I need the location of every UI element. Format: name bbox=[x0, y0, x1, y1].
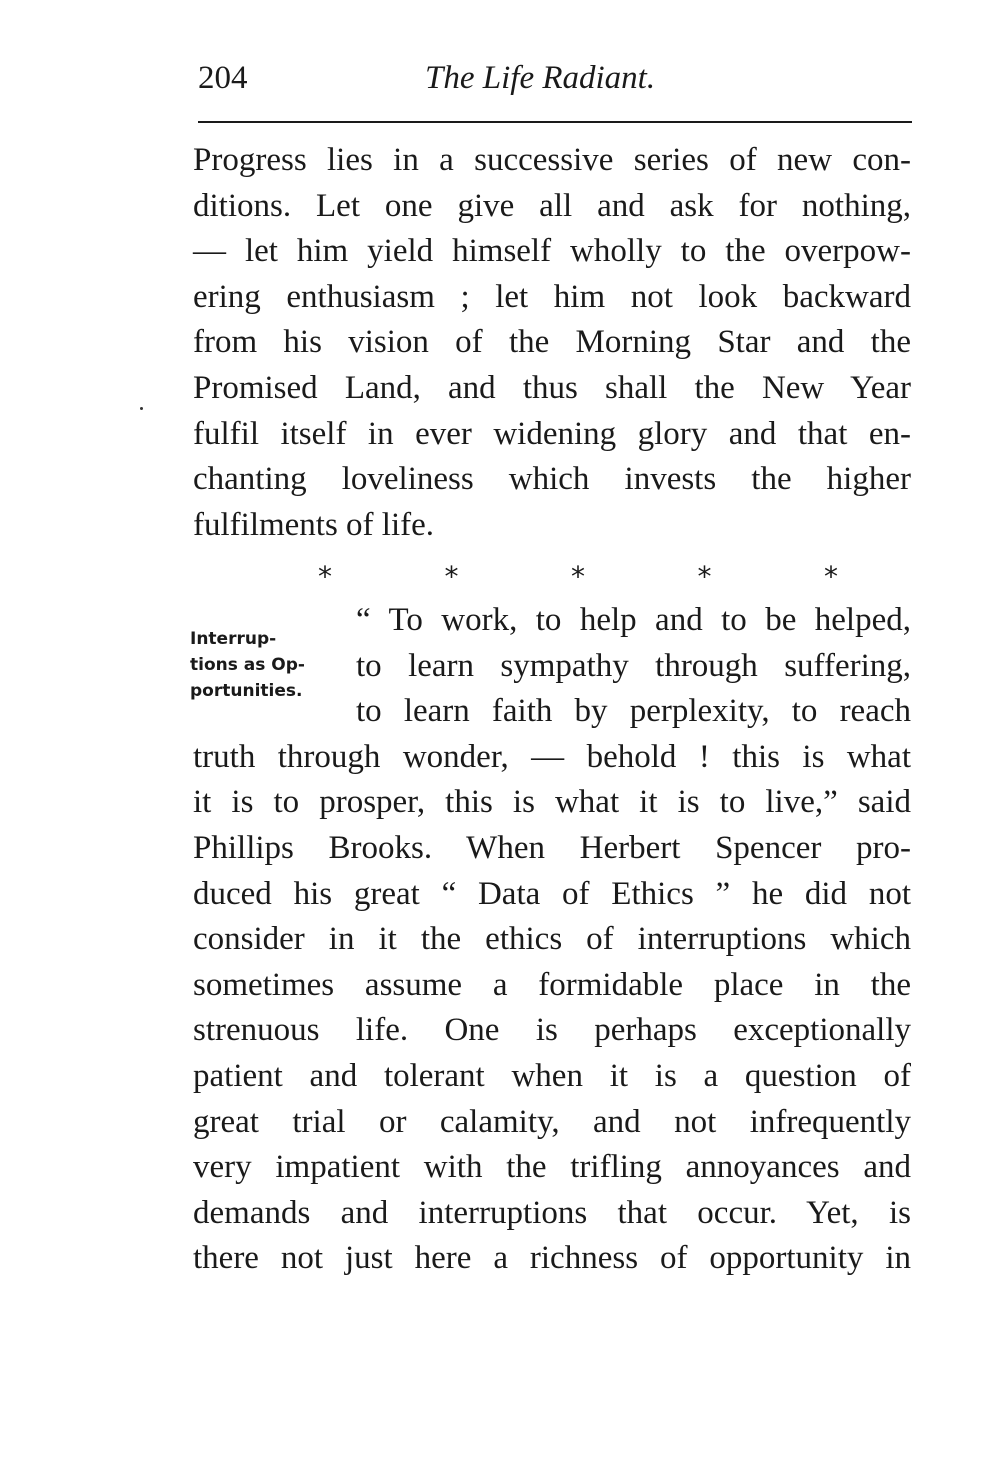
text-line: strenuous life. One is perhaps exceptionally bbox=[193, 1012, 911, 1048]
header-rule bbox=[198, 121, 912, 123]
text-line: sometimes assume a formidable place in the bbox=[193, 967, 911, 1003]
text-line: Phillips Brooks. When Herbert Spencer pro- bbox=[193, 830, 911, 866]
separator-asterisk: * bbox=[697, 560, 712, 593]
text-line: chanting loveliness which invests the higher bbox=[193, 461, 911, 497]
page-number: 204 bbox=[198, 60, 248, 96]
separator-asterisk: * bbox=[824, 560, 838, 593]
separator-asterisk: * bbox=[571, 560, 585, 593]
text-line: demands and interruptions that occur. Yet, is bbox=[193, 1195, 911, 1231]
text-line: ditions. Let one give all and ask for nothing, bbox=[193, 188, 911, 224]
marginal-note-line: Interrup- bbox=[190, 629, 277, 649]
text-line: there not just here a richness of opportunity in bbox=[193, 1240, 911, 1276]
text-line: great trial or calamity, and not infrequently bbox=[193, 1104, 911, 1140]
text-line: patient and tolerant when it is a question of bbox=[193, 1058, 911, 1094]
text-line: from his vision of the Morning Star and the bbox=[193, 324, 911, 360]
running-title: The Life Radiant. bbox=[425, 60, 656, 96]
separator-asterisk: * bbox=[444, 560, 459, 593]
text-line: Progress lies in a successive series of new con- bbox=[193, 142, 911, 178]
text-line: Promised Land, and thus shall the New Year bbox=[193, 370, 911, 406]
text-line: fulfilments of life. bbox=[193, 507, 435, 543]
text-line: to learn faith by perplexity, to reach bbox=[356, 693, 911, 729]
marginal-note bbox=[190, 626, 340, 704]
text-line: “ To work, to help and to be helped, bbox=[356, 602, 911, 638]
text-line: to learn sympathy through suffering, bbox=[356, 648, 911, 684]
text-line: ering enthusiasm ; let him not look backward bbox=[193, 279, 911, 315]
separator-asterisk: * bbox=[318, 560, 332, 593]
text-line: it is to prosper, this is what it is to live,” said bbox=[193, 784, 911, 820]
marginal-note-line: portunities. bbox=[190, 681, 303, 701]
text-line: — let him yield himself wholly to the overpow- bbox=[193, 233, 911, 269]
text-line: duced his great “ Data of Ethics ” he did not bbox=[193, 876, 911, 912]
text-line: fulfil itself in ever widening glory and that en- bbox=[193, 416, 911, 452]
print-speck bbox=[140, 407, 143, 410]
text-line: very impatient with the trifling annoyances and bbox=[193, 1149, 911, 1185]
text-line: truth through wonder, — behold ! this is what bbox=[193, 739, 911, 775]
text-line: consider in it the ethics of interruptions which bbox=[193, 921, 911, 957]
section-separator bbox=[318, 562, 838, 592]
marginal-note-line: tions as Op- bbox=[190, 655, 305, 675]
